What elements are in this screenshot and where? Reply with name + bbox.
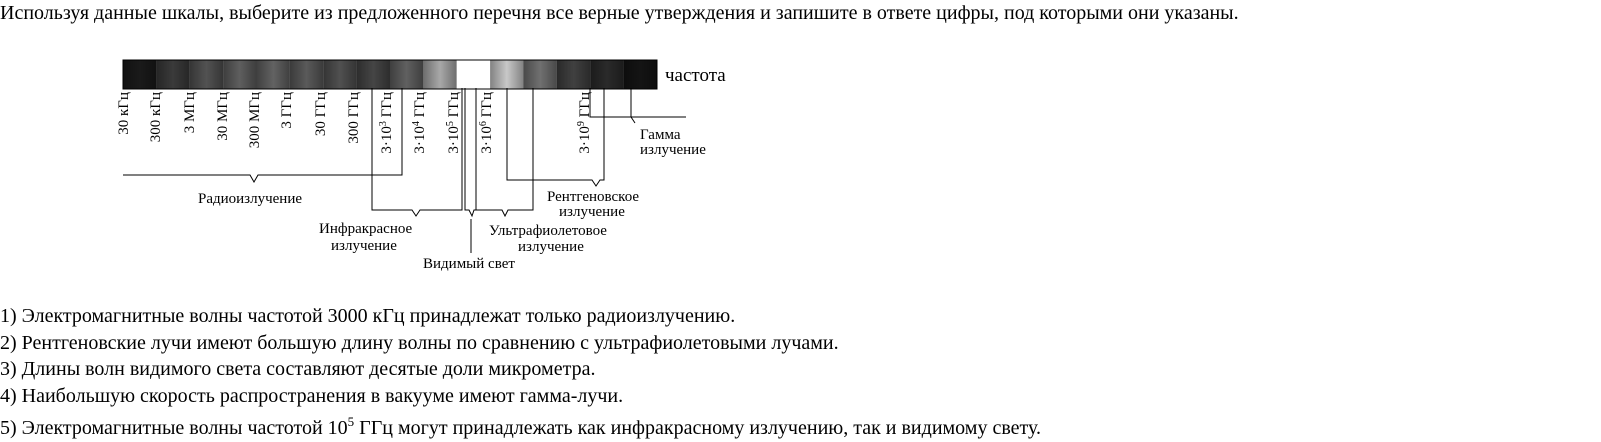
visible-bracket <box>465 88 476 216</box>
spectrum-cell-shading <box>323 60 356 89</box>
tick-label: 300 МГц <box>247 92 263 149</box>
ultraviolet-label-line2: излучение <box>518 239 584 255</box>
tick-label: 3 ГГц <box>279 92 295 129</box>
spectrum-cell-shading <box>257 60 290 89</box>
gamma-label-line1: Гамма <box>640 127 681 143</box>
visible-light-label: Видимый свет <box>423 256 515 272</box>
statement-2: 2) Рентгеновские лучи имеют большую длину волны по сравнению с ультрафиолетовыми лучами. <box>0 331 839 354</box>
tick-label: $3\cdot 10^3$ ГГц <box>378 92 395 154</box>
statement-5-base: 10 <box>327 417 348 439</box>
ultraviolet-label-line1: Ультрафиолетовое <box>489 223 607 239</box>
infrared-label-line1: Инфракрасное <box>319 221 413 237</box>
frequency-scale-diagram <box>0 55 760 280</box>
tick-label: 30 кГц <box>116 92 132 135</box>
spectrum-cell-shading <box>390 60 423 89</box>
spectrum-cell <box>457 60 490 89</box>
xray-label-line2: излучение <box>559 204 625 220</box>
statement-5-suffix: ГГц могут принадлежать как инфракрасному излучению, так и видимому свету. <box>354 417 1042 439</box>
spectrum-cell-shading <box>624 60 657 89</box>
tick-label: 300 ГГц <box>346 92 362 144</box>
spectrum-cell-shading <box>490 60 523 89</box>
tick-label: $3\cdot 10^6$ ГГц <box>478 92 495 154</box>
spectrum-cell-shading <box>423 60 456 89</box>
gamma-label-line2: излучение <box>640 142 706 158</box>
spectrum-cell-shading <box>156 60 189 89</box>
tick-label: 30 МГц <box>215 92 231 141</box>
radio-label: Радиоизлучение <box>198 191 303 207</box>
gamma-bracket-line <box>631 88 686 117</box>
gamma-bracket-top <box>590 88 631 117</box>
spectrum-bar <box>123 60 657 89</box>
spectrum-cell-shading <box>524 60 557 89</box>
xray-label-line1: Рентгеновское <box>547 189 640 205</box>
statement-5 <box>0 409 1041 442</box>
tick-label: $3\cdot 10^5$ ГГц <box>445 92 462 154</box>
spectrum-cell-shading <box>557 60 590 89</box>
tick-label: 300 кГц <box>148 92 164 143</box>
spectrum-cell-shading <box>123 60 156 89</box>
task-instruction: Используя данные шкалы, выберите из предложенного перечня все верные утверждения и запишите в ответе цифры, под которыми они указаны. <box>0 2 1239 24</box>
statement-4: 4) Наибольшую скорость распространения в вакууме имеют гамма-лучи. <box>0 384 624 407</box>
spectrum-cell-shading <box>357 60 390 89</box>
infrared-label-line2: излучение <box>331 238 397 254</box>
statement-5-prefix: 5) Электромагнитные волны частотой <box>0 417 328 439</box>
statement-1: 1) Электромагнитные волны частотой 3000 кГц принадлежат только радиоизлучению. <box>0 305 736 327</box>
gamma-pointer <box>631 117 635 123</box>
tick-label: $3\cdot 10^4$ ГГц <box>411 92 428 154</box>
statement-5-exponent: 5 <box>347 414 355 429</box>
tick-label: $3\cdot 10^9$ ГГц <box>576 92 593 154</box>
statement-3: 3) Длины волн видимого света составляют десятые доли микрометра. <box>0 358 596 380</box>
spectrum-cell-shading <box>190 60 223 89</box>
spectrum-cell-shading <box>290 60 323 89</box>
spectrum-cell-shading <box>590 60 623 89</box>
statements-list <box>0 303 1041 442</box>
spectrum-cell-shading <box>223 60 256 89</box>
tick-label: 30 ГГц <box>313 92 329 137</box>
tick-labels <box>116 92 593 154</box>
tick-label: 3 МГц <box>182 92 198 134</box>
frequency-axis-label: частота <box>665 65 726 86</box>
